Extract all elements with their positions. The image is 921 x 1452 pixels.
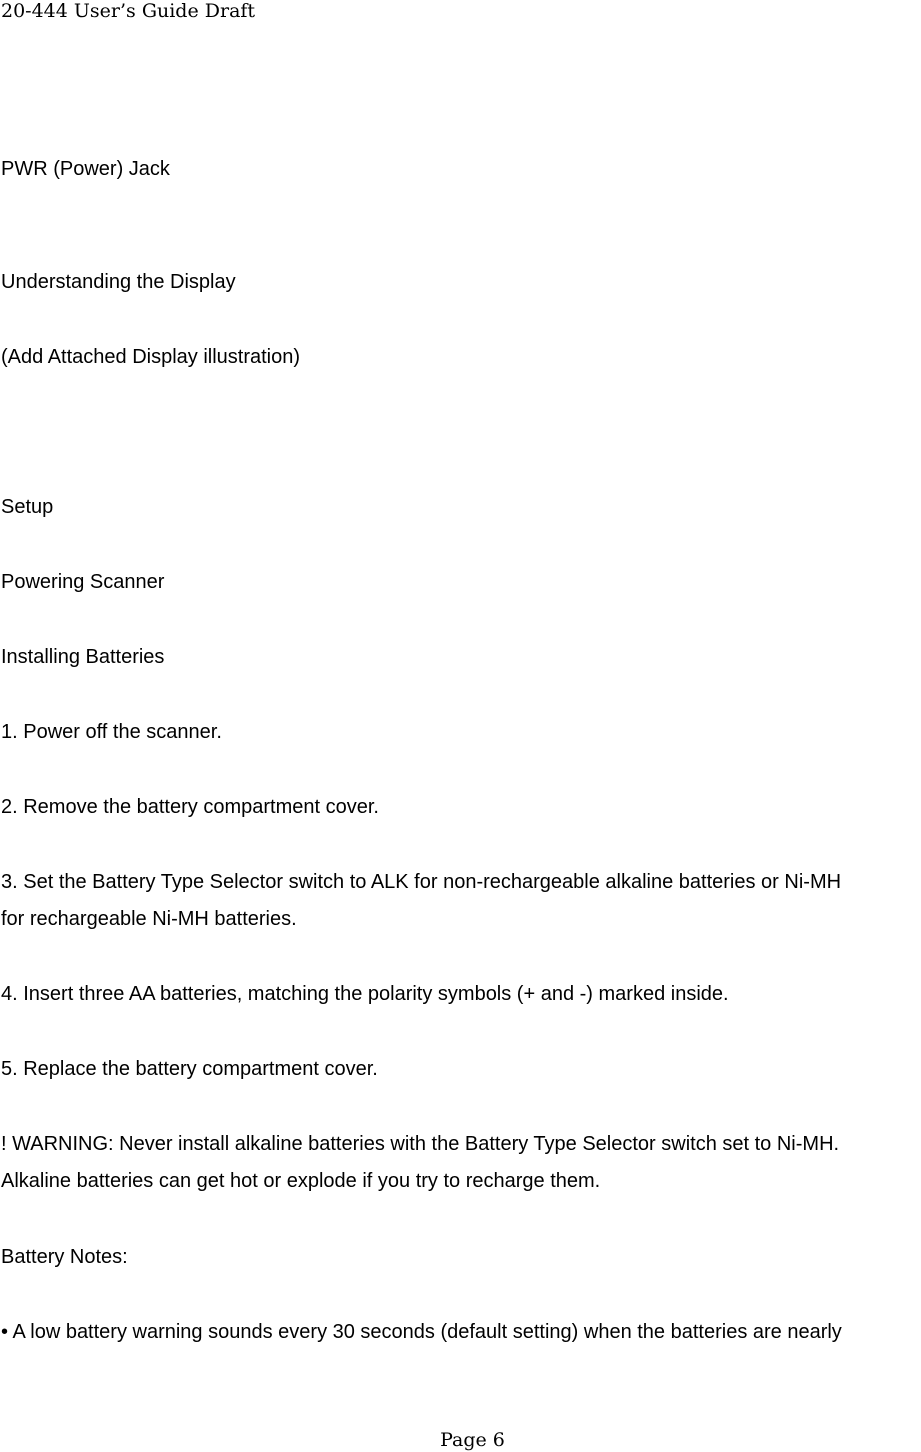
heading-pwr-jack: PWR (Power) Jack bbox=[1, 158, 170, 180]
step-2: 2. Remove the battery compartment cover. bbox=[1, 796, 379, 818]
battery-note-1: • A low battery warning sounds every 30 seconds (default setting) when the batteries are nearly bbox=[1, 1321, 842, 1343]
warning-line-1: ! WARNING: Never install alkaline batteries with the Battery Type Selector switch set to Ni-MH. bbox=[1, 1133, 840, 1155]
step-4: 4. Insert three AA batteries, matching the polarity symbols (+ and -) marked inside. bbox=[1, 983, 729, 1005]
step-3-line-2: for rechargeable Ni-MH batteries. bbox=[1, 908, 297, 930]
heading-setup: Setup bbox=[1, 496, 54, 518]
heading-powering-scanner: Powering Scanner bbox=[1, 571, 165, 593]
note-display-illustration: (Add Attached Display illustration) bbox=[1, 346, 301, 368]
step-5: 5. Replace the battery compartment cover. bbox=[1, 1058, 378, 1080]
heading-installing-batteries: Installing Batteries bbox=[1, 646, 165, 668]
heading-understanding-display: Understanding the Display bbox=[1, 271, 236, 293]
warning-line-2: Alkaline batteries can get hot or explode if you try to recharge them. bbox=[1, 1170, 601, 1192]
step-1: 1. Power off the scanner. bbox=[1, 721, 222, 743]
page-number: Page 6 bbox=[440, 1429, 505, 1451]
step-3-line-1: 3. Set the Battery Type Selector switch to ALK for non-rechargeable alkaline batteries or Ni-MH bbox=[1, 871, 842, 893]
document-header: 20-444 User’s Guide Draft bbox=[1, 0, 256, 22]
heading-battery-notes: Battery Notes: bbox=[1, 1246, 128, 1268]
